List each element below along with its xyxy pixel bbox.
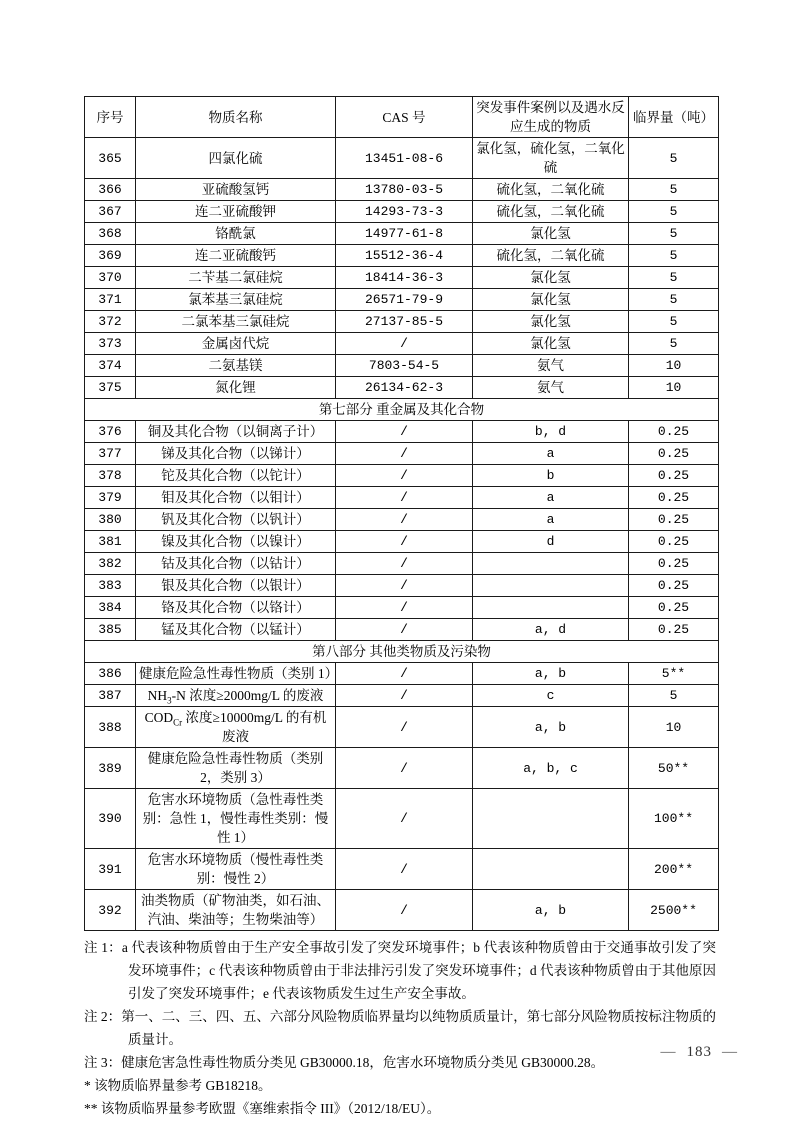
cell-cas: / <box>336 685 473 707</box>
cell-cas: / <box>336 575 473 597</box>
cell-threshold: 5 <box>629 289 719 311</box>
cell-products: 氯化氢 <box>473 223 629 245</box>
cell-products: a <box>473 509 629 531</box>
cell-name: 连二亚硫酸钙 <box>136 245 336 267</box>
table-row <box>85 333 719 355</box>
cell-products: a, b <box>473 890 629 931</box>
cell-cas: 14977-61-8 <box>336 223 473 245</box>
cell-name: 氯苯基三氯硅烷 <box>136 289 336 311</box>
cell-no: 386 <box>85 663 136 685</box>
cell-name: 二氯苯基三氯硅烷 <box>136 311 336 333</box>
cell-no: 374 <box>85 355 136 377</box>
cell-no: 390 <box>85 789 136 849</box>
cell-threshold: 0.25 <box>629 509 719 531</box>
table-row <box>85 311 719 333</box>
cell-cas: / <box>336 707 473 748</box>
cell-no: 376 <box>85 421 136 443</box>
cell-no: 369 <box>85 245 136 267</box>
section-title: 第八部分 其他类物质及污染物 <box>85 641 719 663</box>
cell-cas: 27137-85-5 <box>336 311 473 333</box>
cell-name: 锑及其化合物（以锑计） <box>136 443 336 465</box>
cell-cas: / <box>336 553 473 575</box>
cell-threshold: 5 <box>629 267 719 289</box>
cell-no: 388 <box>85 707 136 748</box>
cell-threshold: 5 <box>629 179 719 201</box>
cell-cas: / <box>336 849 473 890</box>
cell-name: 健康危险急性毒性物质（类别 1） <box>136 663 336 685</box>
col-header-cas-number: CAS 号 <box>336 97 473 138</box>
cell-threshold: 0.25 <box>629 465 719 487</box>
cell-products: 氨气 <box>473 377 629 399</box>
cell-name: 铬及其化合物（以铬计） <box>136 597 336 619</box>
footer-dash-left: — <box>660 1044 677 1060</box>
cell-no: 377 <box>85 443 136 465</box>
cell-cas: 18414-36-3 <box>336 267 473 289</box>
cell-name: 油类物质（矿物油类，如石油、汽油、柴油等；生物柴油等） <box>136 890 336 931</box>
cell-products: b, d <box>473 421 629 443</box>
cell-threshold: 50** <box>629 748 719 789</box>
cell-threshold: 0.25 <box>629 619 719 641</box>
cell-threshold: 5 <box>629 223 719 245</box>
note-asterisk: * 该物质临界量参考 GB18218。 <box>84 1078 272 1093</box>
cell-name: 铬酰氯 <box>136 223 336 245</box>
section-row <box>85 399 719 421</box>
cell-no: 389 <box>85 748 136 789</box>
cell-name: 危害水环境物质（慢性毒性类别：慢性 2） <box>136 849 336 890</box>
cell-threshold: 0.25 <box>629 487 719 509</box>
note-double-asterisk: ** 该物质临界量参考欧盟《塞维索指令 III》（2012/18/EU）。 <box>84 1101 441 1116</box>
cell-cas: 14293-73-3 <box>336 201 473 223</box>
cell-products <box>473 597 629 619</box>
cell-no: 373 <box>85 333 136 355</box>
note-3: 注 3：健康危害急性毒性物质分类见 GB30000.18，危害水环境物质分类见 GB30000.28。 <box>84 1055 605 1070</box>
section-row <box>85 641 719 663</box>
cell-no: 380 <box>85 509 136 531</box>
cell-threshold: 10 <box>629 377 719 399</box>
section-title: 第七部分 重金属及其化合物 <box>85 399 719 421</box>
cell-cas: / <box>336 509 473 531</box>
cell-products: 氨气 <box>473 355 629 377</box>
table-row <box>85 421 719 443</box>
page-number: 183 <box>686 1044 712 1060</box>
cell-name: 连二亚硫酸钾 <box>136 201 336 223</box>
cell-products: b <box>473 465 629 487</box>
cell-products: a, b <box>473 663 629 685</box>
cell-no: 375 <box>85 377 136 399</box>
cell-threshold: 10 <box>629 707 719 748</box>
cell-threshold: 200** <box>629 849 719 890</box>
cell-name: 镍及其化合物（以镍计） <box>136 531 336 553</box>
cell-threshold: 0.25 <box>629 531 719 553</box>
cell-cas: / <box>336 597 473 619</box>
cell-cas: 7803-54-5 <box>336 355 473 377</box>
table-row <box>85 465 719 487</box>
footnotes <box>84 936 716 1120</box>
cell-threshold: 5 <box>629 138 719 179</box>
cell-name: 二氨基镁 <box>136 355 336 377</box>
cell-name: 铊及其化合物（以铊计） <box>136 465 336 487</box>
table-row <box>85 849 719 890</box>
cell-cas: 26134-62-3 <box>336 377 473 399</box>
table-row <box>85 663 719 685</box>
cell-no: 365 <box>85 138 136 179</box>
cell-threshold: 5 <box>629 685 719 707</box>
cell-no: 384 <box>85 597 136 619</box>
table-row <box>85 890 719 931</box>
table-row <box>85 487 719 509</box>
cell-no: 382 <box>85 553 136 575</box>
col-header-serial: 序号 <box>85 97 136 138</box>
cell-name: 锰及其化合物（以锰计） <box>136 619 336 641</box>
table-row <box>85 597 719 619</box>
col-header-substance-name: 物质名称 <box>136 97 336 138</box>
table-row <box>85 707 719 748</box>
cell-name: 银及其化合物（以银计） <box>136 575 336 597</box>
cell-no: 379 <box>85 487 136 509</box>
cell-no: 378 <box>85 465 136 487</box>
cell-no: 385 <box>85 619 136 641</box>
cell-name: 亚硫酸氢钙 <box>136 179 336 201</box>
cell-threshold: 10 <box>629 355 719 377</box>
cell-name: 健康危险急性毒性物质（类别 2，类别 3） <box>136 748 336 789</box>
table-row <box>85 531 719 553</box>
cell-threshold: 0.25 <box>629 443 719 465</box>
cell-products: 氯化氢 <box>473 267 629 289</box>
table-row <box>85 685 719 707</box>
cell-products <box>473 575 629 597</box>
cell-cas: / <box>336 890 473 931</box>
table-row <box>85 748 719 789</box>
cell-threshold: 5 <box>629 333 719 355</box>
table-row <box>85 377 719 399</box>
page-footer <box>651 1044 749 1061</box>
cell-threshold: 5 <box>629 311 719 333</box>
cell-threshold: 5 <box>629 245 719 267</box>
cell-threshold: 5 <box>629 201 719 223</box>
cell-cas: 26571-79-9 <box>336 289 473 311</box>
cell-products: a, b <box>473 707 629 748</box>
cell-name: 氮化锂 <box>136 377 336 399</box>
cell-products: 氯化氢，硫化氢，二氧化硫 <box>473 138 629 179</box>
cell-no: 383 <box>85 575 136 597</box>
table-row <box>85 223 719 245</box>
cell-products: 氯化氢 <box>473 333 629 355</box>
table-row <box>85 553 719 575</box>
cell-no: 366 <box>85 179 136 201</box>
cell-threshold: 0.25 <box>629 421 719 443</box>
cell-products: c <box>473 685 629 707</box>
cell-products: 硫化氢，二氧化硫 <box>473 179 629 201</box>
cell-no: 387 <box>85 685 136 707</box>
cell-cas: / <box>336 487 473 509</box>
cell-no: 368 <box>85 223 136 245</box>
cell-name: 金属卤代烷 <box>136 333 336 355</box>
cell-threshold: 0.25 <box>629 575 719 597</box>
cell-threshold: 5** <box>629 663 719 685</box>
cell-name: 二苄基二氯硅烷 <box>136 267 336 289</box>
cell-no: 370 <box>85 267 136 289</box>
cell-products: 氯化氢 <box>473 311 629 333</box>
cell-products: d <box>473 531 629 553</box>
cell-threshold: 0.25 <box>629 553 719 575</box>
cell-cas: / <box>336 663 473 685</box>
cell-threshold: 100** <box>629 789 719 849</box>
cell-products: a <box>473 443 629 465</box>
cell-no: 391 <box>85 849 136 890</box>
cell-cas: 13451-08-6 <box>336 138 473 179</box>
cell-products: a <box>473 487 629 509</box>
table-row <box>85 509 719 531</box>
cell-products <box>473 849 629 890</box>
cell-cas: / <box>336 421 473 443</box>
cell-name: 铜及其化合物（以铜离子计） <box>136 421 336 443</box>
cell-products <box>473 553 629 575</box>
cell-cas: / <box>336 531 473 553</box>
cell-products: a, b, c <box>473 748 629 789</box>
cell-name: $COD_{Cr}$ 浓度≥10000mg/L 的有机废液 <box>136 707 336 748</box>
table-row <box>85 245 719 267</box>
cell-name: 危害水环境物质（急性毒性类别：急性 1，慢性毒性类别：慢性 1） <box>136 789 336 849</box>
cell-name: 钼及其化合物（以钼计） <box>136 487 336 509</box>
cell-no: 381 <box>85 531 136 553</box>
cell-name: $NH_3-N$ 浓度≥2000mg/L 的废液 <box>136 685 336 707</box>
hazardous-substances-table <box>84 96 719 931</box>
cell-products: 氯化氢 <box>473 289 629 311</box>
cell-threshold: 0.25 <box>629 597 719 619</box>
table-row <box>85 201 719 223</box>
cell-no: 371 <box>85 289 136 311</box>
cell-cas: / <box>336 619 473 641</box>
cell-cas: / <box>336 333 473 355</box>
cell-products <box>473 789 629 849</box>
cell-cas: / <box>336 789 473 849</box>
cell-name: 钒及其化合物（以钒计） <box>136 509 336 531</box>
note-1: 注 1：a 代表该种物质曾由于生产安全事故引发了突发环境事件；b 代表该种物质曾由于交通事故引发了突发环境事件；c 代表该种物质曾由于非法排污引发了突发环境事件；d 代表该种物质曾由于其他原因引发了突发环境事件；e 代表该物质发生过生产安全事故。 <box>84 940 716 1001</box>
table-row <box>85 267 719 289</box>
cell-cas: / <box>336 748 473 789</box>
table-row <box>85 575 719 597</box>
cell-name: 钴及其化合物（以钴计） <box>136 553 336 575</box>
col-header-incident-products: 突发事件案例以及遇水反应生成的物质 <box>473 97 629 138</box>
table-row <box>85 355 719 377</box>
cell-name: 四氯化硫 <box>136 138 336 179</box>
cell-cas: 13780-03-5 <box>336 179 473 201</box>
cell-no: 392 <box>85 890 136 931</box>
table-row <box>85 619 719 641</box>
cell-threshold: 2500** <box>629 890 719 931</box>
cell-products: 硫化氢，二氧化硫 <box>473 201 629 223</box>
document-page <box>84 96 718 1120</box>
cell-no: 372 <box>85 311 136 333</box>
cell-cas: / <box>336 465 473 487</box>
table-row <box>85 179 719 201</box>
cell-cas: 15512-36-4 <box>336 245 473 267</box>
table-row <box>85 789 719 849</box>
cell-products: 硫化氢，二氧化硫 <box>473 245 629 267</box>
cell-no: 367 <box>85 201 136 223</box>
cell-products: a, d <box>473 619 629 641</box>
footer-dash-right: — <box>722 1044 738 1060</box>
table-row <box>85 289 719 311</box>
note-2: 注 2：第一、二、三、四、五、六部分风险物质临界量均以纯物质质量计，第七部分风险物质按标注物质的质量计。 <box>84 1009 716 1047</box>
table-row <box>85 138 719 179</box>
cell-cas: / <box>336 443 473 465</box>
table-header-row <box>85 97 719 138</box>
table-row <box>85 443 719 465</box>
col-header-threshold: 临界量（吨） <box>629 97 719 138</box>
